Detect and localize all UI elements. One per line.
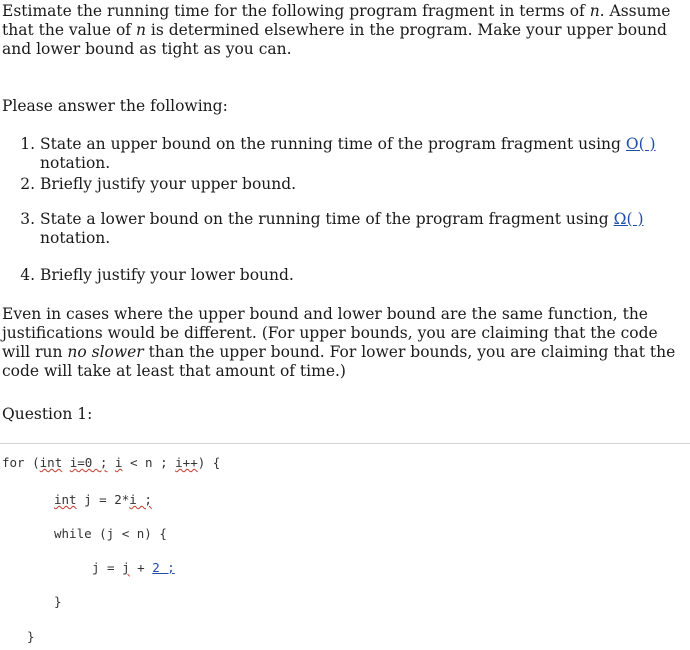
list-item-upper-bound: 1. State an upper bound on the running time of the program fragment using O( ) notation.	[40, 135, 688, 173]
code-line: for (int i=0 ; i < n ; i++) {	[2, 455, 221, 470]
var-n: n	[589, 2, 600, 20]
question-content	[2, 0, 688, 423]
code-line: }	[27, 629, 35, 644]
code-line: while (j < n) {	[54, 526, 167, 541]
question-heading: Question 1:	[2, 405, 93, 423]
var-n: n	[135, 21, 146, 39]
big-o-link[interactable]: O( )	[625, 135, 656, 153]
intro-paragraph	[2, 2, 688, 59]
list-item-justify-lower: 4. Briefly justify your lower bound.	[40, 266, 688, 285]
list-item-justify-upper: 2. Briefly justify your upper bound.	[40, 175, 688, 194]
divider	[0, 443, 690, 444]
intro-text: . Assume that the value of	[2, 2, 671, 39]
big-omega-link[interactable]: Ω( )	[613, 210, 644, 228]
intro-text: is determined elsewhere in the program. Make your upper bound and lower bound as tight as you can.	[2, 21, 667, 58]
list-item-lower-bound: 3. State a lower bound on the running time of the program fragment using Ω( ) notation.	[40, 210, 688, 248]
answer-list	[2, 135, 688, 285]
instructions-heading: Please answer the following:	[2, 97, 228, 115]
note-paragraph: Even in cases where the upper bound and lower bound are the same function, the justifications would be different. (For upper bounds, you are claiming that the code will run no slower than the upper bound. For lower bounds, you are claiming that the code will take at least that amount of time.)	[2, 305, 676, 380]
code-line: }	[54, 594, 62, 609]
intro-text: Estimate the running time for the following program fragment in terms of	[2, 2, 590, 20]
emphasis-text: no slower	[67, 343, 144, 361]
code-line: j = j + 2 ;	[92, 560, 175, 575]
code-line: int j = 2*i ;	[54, 492, 152, 507]
